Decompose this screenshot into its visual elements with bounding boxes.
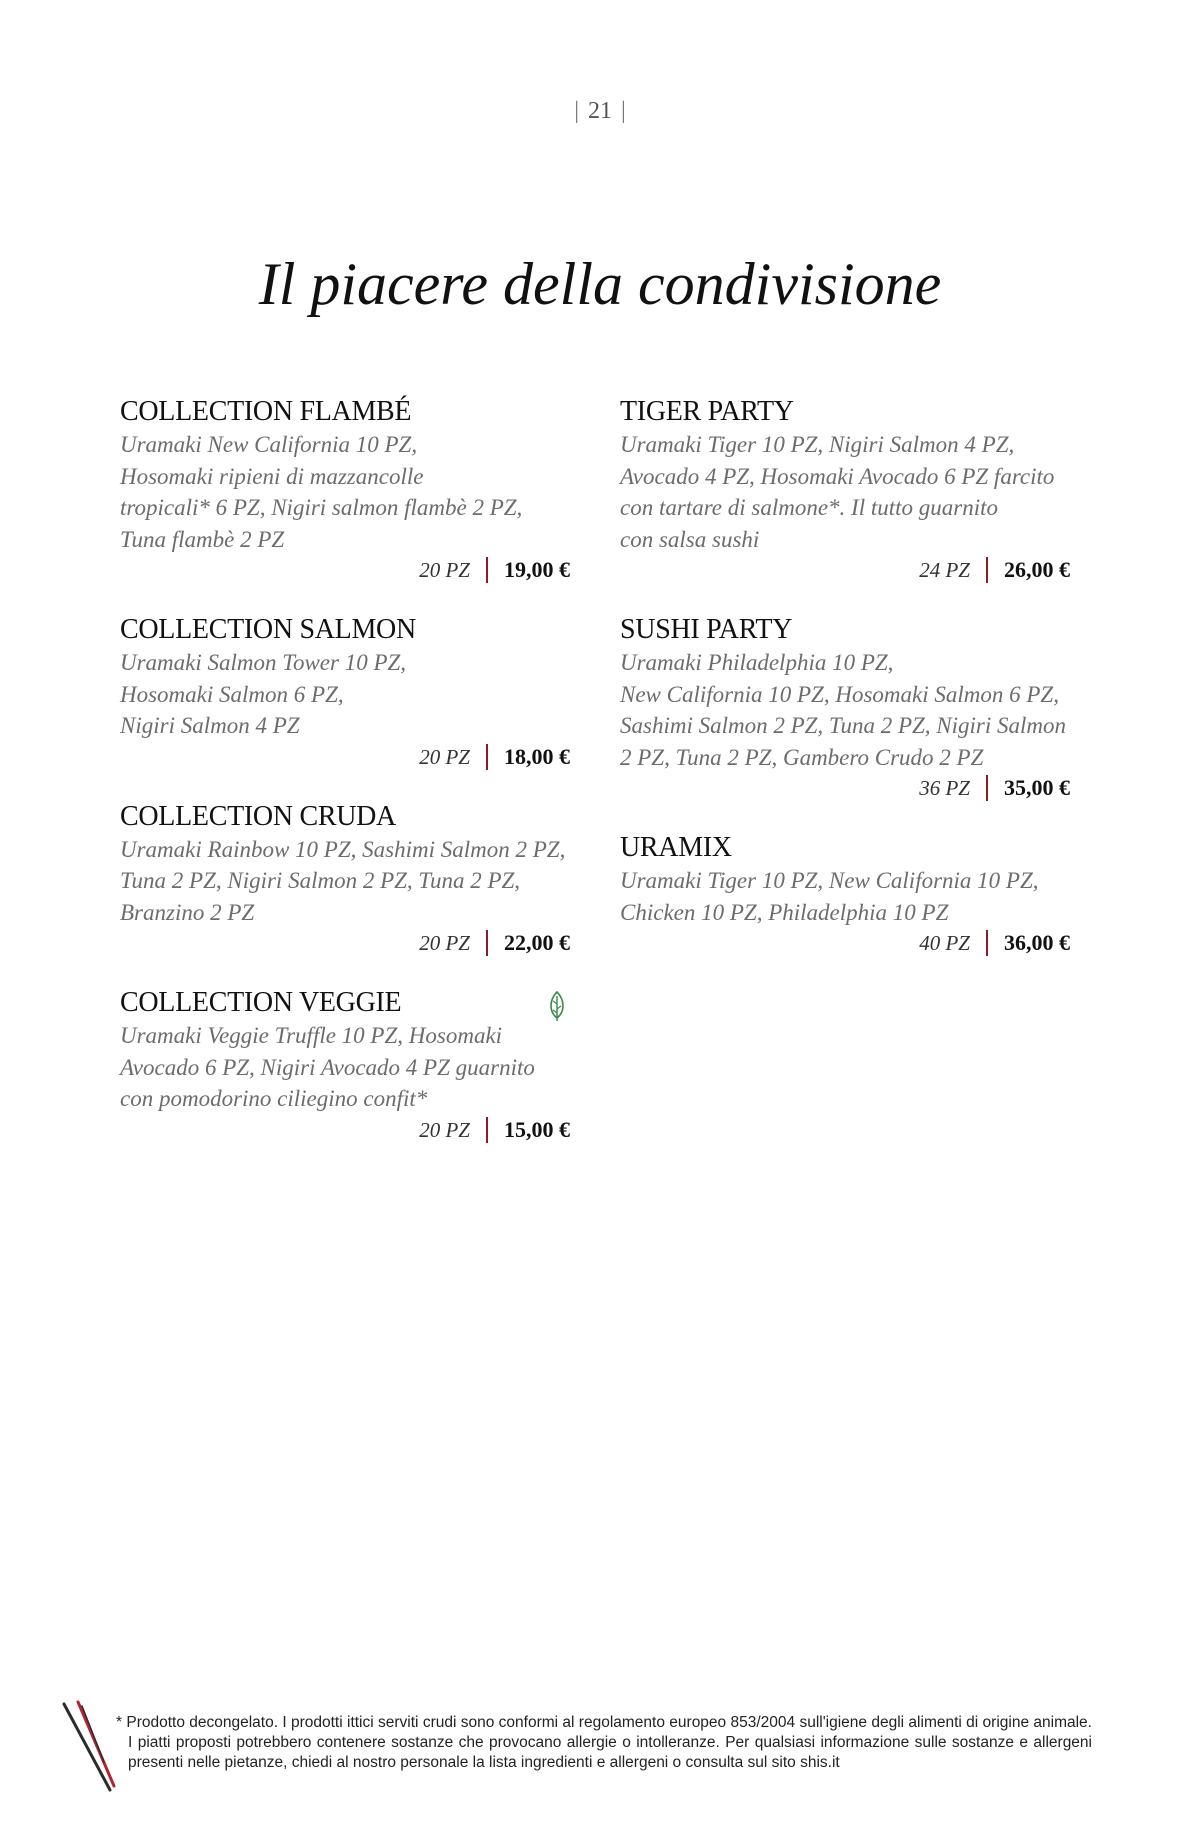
menu-item [120, 395, 570, 585]
price-separator [486, 557, 488, 583]
page-number-value: 21 [588, 98, 612, 124]
price-row [620, 555, 1070, 585]
item-pieces: 24 PZ [919, 558, 970, 582]
item-pieces: 20 PZ [419, 1117, 470, 1142]
item-pieces: 40 PZ [919, 931, 970, 955]
price-row [620, 928, 1070, 958]
menu-column-right [620, 395, 1070, 986]
item-price: 22,00 € [504, 930, 570, 955]
footnote: * Prodotto decongelato. I prodotti ittici serviti crudi sono conformi al regolamento europeo 853/2004 sull'igiene degli alimenti di origine animale. I piatti proposti potrebbero contenere sostanze che provocano allergie o intolleranze. Per qualsiasi informazione sulle sostanze e allergeni presenti nelle pietanze, chiedi al nostro personale la lista ingredienti e allergeni o consulta sul sito shis.it [116, 1714, 1092, 1771]
item-description: Uramaki Rainbow 10 PZ, Sashimi Salmon 2 PZ, Tuna 2 PZ, Nigiri Salmon 2 PZ, Tuna 2 PZ, Branzino 2 PZ [120, 836, 566, 925]
item-description: Uramaki Philadelphia 10 PZ, New California 10 PZ, Hosomaki Salmon 6 PZ, Sashimi Salmon 2 PZ, Tuna 2 PZ, Nigiri Salmon 2 PZ, Tuna 2 PZ, Gambero Crudo 2 PZ [620, 650, 1067, 770]
item-pieces: 20 PZ [419, 558, 470, 582]
item-description: Uramaki Tiger 10 PZ, New California 10 PZ, Chicken 10 PZ, Philadelphia 10 PZ [620, 868, 1039, 925]
item-pieces: 36 PZ [919, 776, 970, 800]
price-separator [486, 1117, 488, 1143]
item-description: Uramaki Veggie Truffle 10 PZ, Hosomaki Avocado 6 PZ, Nigiri Avocado 4 PZ guarnito con pomodorino ciliegino confit* [120, 1023, 535, 1111]
leaf-icon [546, 990, 568, 1026]
chopsticks-icon [58, 1700, 122, 1798]
item-pieces: 20 PZ [419, 744, 470, 769]
item-name: COLLECTION CRUDA [120, 800, 396, 832]
item-price: 36,00 € [1004, 930, 1070, 955]
menu-item [120, 800, 570, 959]
price-row [120, 1115, 570, 1145]
item-price: 15,00 € [504, 1116, 570, 1142]
item-name: COLLECTION SALMON [120, 614, 416, 645]
item-description: Uramaki New California 10 PZ, Hosomaki ripieni di mazzancolle tropicali* 6 PZ, Nigiri salmon flambè 2 PZ, Tuna flambè 2 PZ [120, 432, 523, 552]
item-price: 35,00 € [1004, 775, 1070, 800]
price-separator [986, 930, 988, 956]
item-price: 19,00 € [504, 557, 570, 582]
page-number: | 21 | [574, 98, 626, 124]
menu-item [620, 831, 1070, 958]
item-name: COLLECTION VEGGIE [120, 987, 402, 1018]
price-row [120, 555, 570, 585]
menu-item [620, 395, 1070, 585]
item-price: 26,00 € [1004, 557, 1070, 582]
price-separator [486, 930, 488, 956]
menu-column-left [120, 395, 570, 1173]
menu-item [120, 986, 570, 1145]
price-row [620, 773, 1070, 803]
item-price: 18,00 € [504, 743, 570, 769]
page-title: Il piacere della condivisione [258, 251, 942, 317]
item-pieces: 20 PZ [419, 931, 470, 955]
price-separator [986, 775, 988, 801]
item-name: SUSHI PARTY [620, 614, 793, 645]
item-name: COLLECTION FLAMBÉ [120, 396, 412, 427]
price-separator [486, 744, 488, 770]
item-description: Uramaki Tiger 10 PZ, Nigiri Salmon 4 PZ, Avocado 4 PZ, Hosomaki Avocado 6 PZ farcito con tartare di salmone*. Il tutto guarnito con salsa sushi [620, 432, 1055, 552]
menu-item [120, 613, 570, 772]
item-name: URAMIX [620, 832, 732, 863]
item-description: Uramaki Salmon Tower 10 PZ, Hosomaki Salmon 6 PZ, Nigiri Salmon 4 PZ [120, 650, 407, 738]
price-separator [986, 557, 988, 583]
menu-item [620, 613, 1070, 803]
price-row [120, 928, 570, 958]
item-name: TIGER PARTY [620, 396, 794, 427]
price-row [120, 742, 570, 772]
